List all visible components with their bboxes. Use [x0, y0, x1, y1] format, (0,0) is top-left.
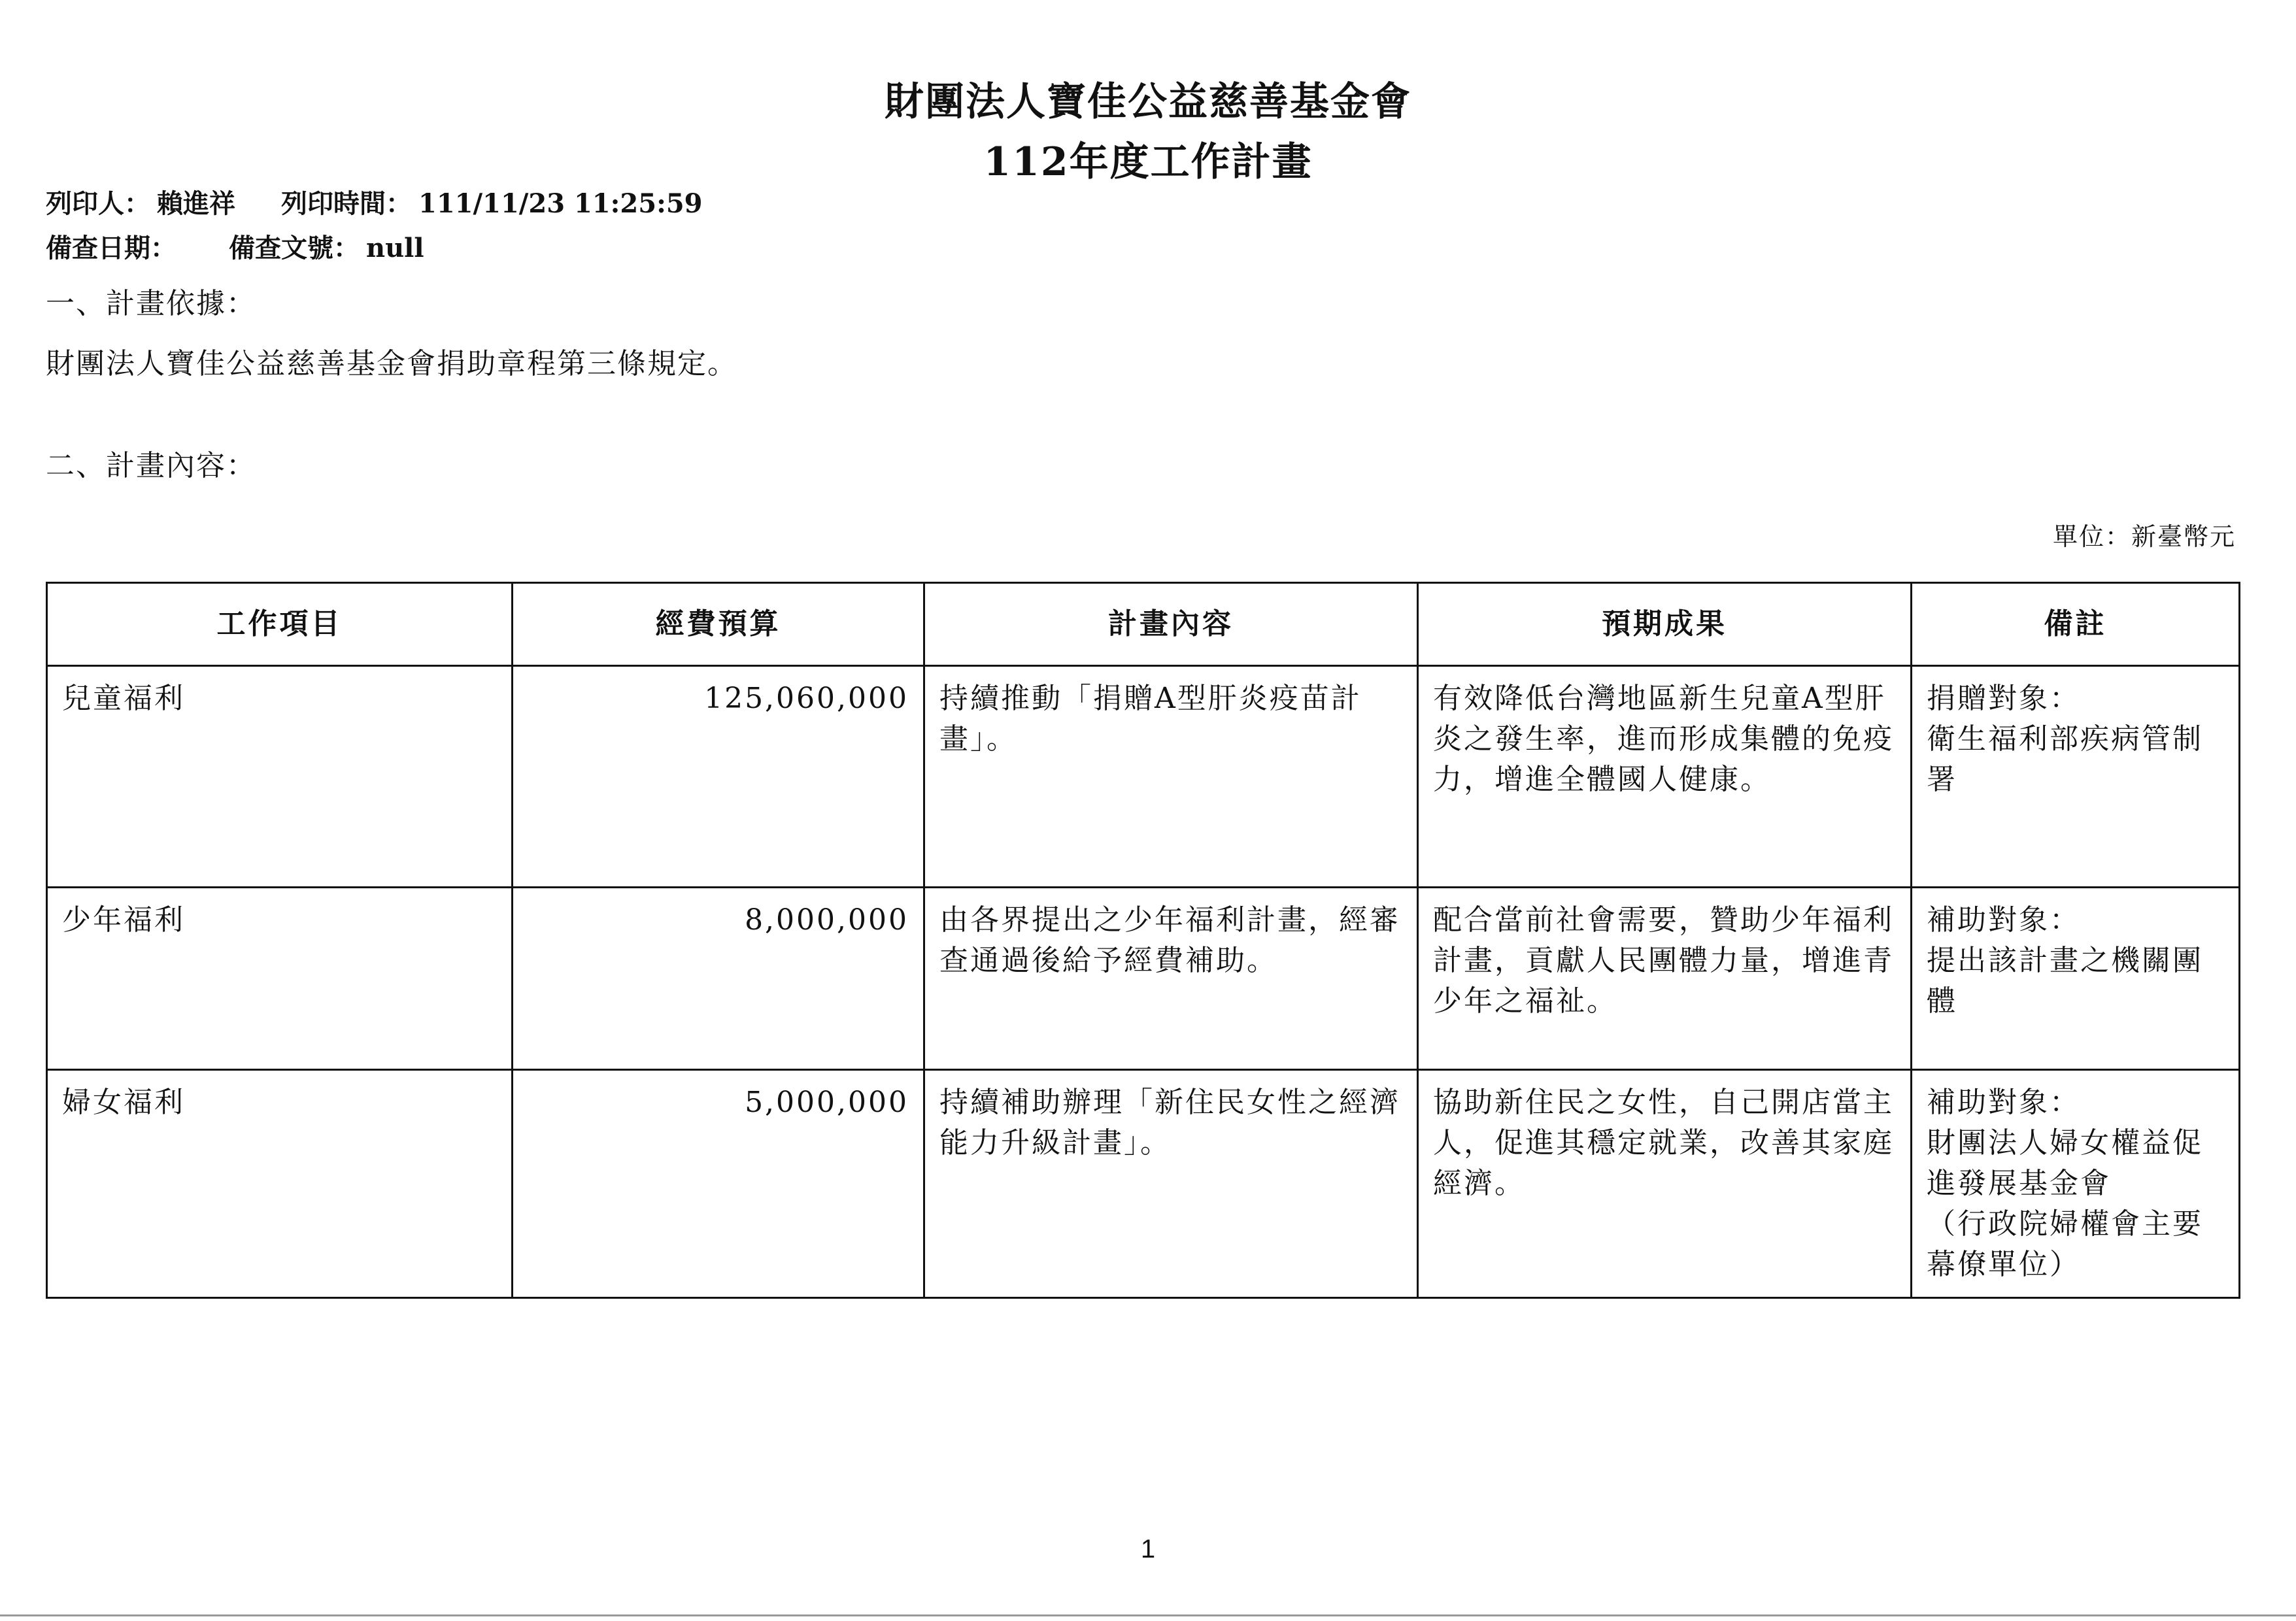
- cell-outcome: 有效降低台灣地區新生兒童A型肝炎之發生率，進而形成集體的免疫力，增進全體國人健康。: [1418, 666, 1912, 888]
- cell-note: [1912, 666, 2240, 888]
- header-budget: 經費預算: [513, 583, 924, 666]
- note-line: 提出該計畫之機關團體: [1927, 944, 2203, 1018]
- table-row: [47, 666, 2240, 888]
- cell-outcome: 協助新住民之女性，自己開店當主人，促進其穩定就業，改善其家庭經濟。: [1418, 1070, 1912, 1298]
- table-header-row: [47, 583, 2240, 666]
- filing-no: null: [366, 233, 424, 263]
- table-row: [47, 888, 2240, 1070]
- cell-budget: 8,000,000: [513, 888, 924, 1070]
- cell-content: 持續補助辦理「新住民女性之經濟能力升級計畫」。: [924, 1070, 1418, 1298]
- filing-no-label: 備查文號：: [229, 233, 360, 263]
- cell-note: [1912, 1070, 2240, 1298]
- basis-text: 財團法人寶佳公益慈善基金會捐助章程第三條規定。: [46, 347, 737, 380]
- page-number: 1: [1140, 1535, 1156, 1563]
- cell-note: [1912, 888, 2240, 1070]
- filing-info: [46, 227, 431, 265]
- cell-item: 兒童福利: [47, 666, 513, 888]
- unit-note: 單位：新臺幣元: [2052, 522, 2236, 551]
- header-note: 備註: [1912, 583, 2240, 666]
- header-outcome: 預期成果: [1418, 583, 1912, 666]
- note-line: 補助對象：: [1927, 903, 2080, 937]
- note-line: 財團法人婦女權益促進發展基金會: [1927, 1126, 2203, 1200]
- header-item: 工作項目: [47, 583, 513, 666]
- note-line: （行政院婦權會主要幕僚單位）: [1927, 1207, 2203, 1281]
- cell-budget: 5,000,000: [513, 1070, 924, 1298]
- note-line: 補助對象：: [1927, 1086, 2080, 1119]
- org-title: 財團法人寶佳公益慈善基金會: [885, 79, 1411, 125]
- cell-item: 少年福利: [47, 888, 513, 1070]
- cell-outcome: 配合當前社會需要，贊助少年福利計畫，貢獻人民團體力量，增進青少年之福祉。: [1418, 888, 1912, 1070]
- cell-item: 婦女福利: [47, 1070, 513, 1298]
- plan-title: 112年度工作計畫: [983, 139, 1313, 185]
- basis-heading: 一、計畫依據：: [46, 287, 256, 320]
- filing-date-label: 備查日期：: [46, 233, 177, 263]
- cell-content: 由各界提出之少年福利計畫，經審查通過後給予經費補助。: [924, 888, 1418, 1070]
- scan-edge-divider: [0, 1614, 2296, 1616]
- printer-label: 列印人：: [46, 188, 150, 219]
- cell-budget: 125,060,000: [513, 666, 924, 888]
- header-content: 計畫內容: [924, 583, 1418, 666]
- print-time-label: 列印時間：: [281, 188, 412, 219]
- table-row: [47, 1070, 2240, 1298]
- note-line: 衛生福利部疾病管制署: [1927, 722, 2203, 796]
- cell-content: 持續推動「捐贈A型肝炎疫苗計畫」。: [924, 666, 1418, 888]
- print-time: 111/11/23 11:25:59: [418, 188, 703, 219]
- note-line: 捐贈對象：: [1927, 682, 2080, 715]
- plan-table: [46, 582, 2240, 1299]
- printer-name: 賴進祥: [157, 188, 235, 219]
- content-heading: 二、計畫內容：: [46, 449, 256, 482]
- print-info: [46, 183, 709, 220]
